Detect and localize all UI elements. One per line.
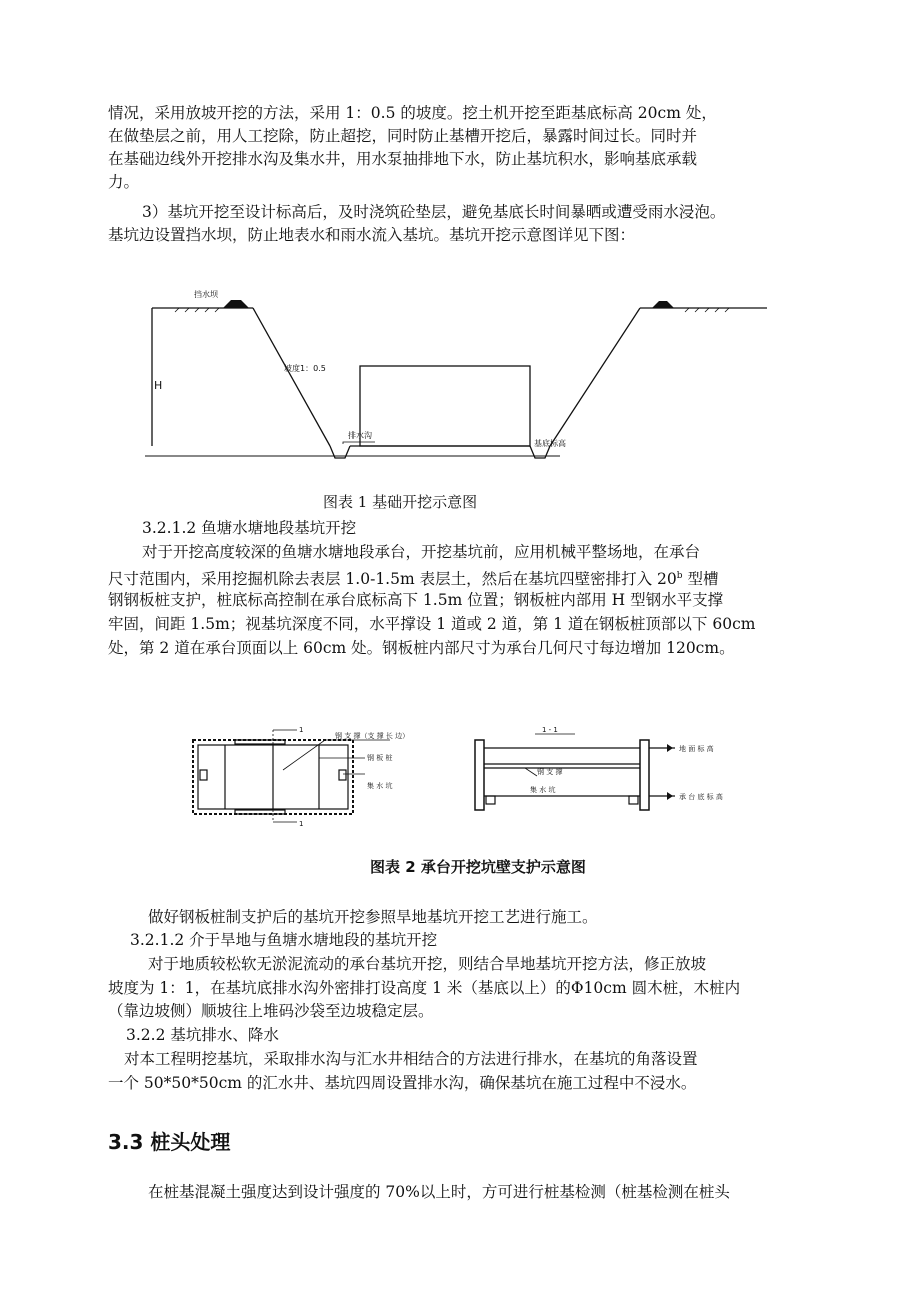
figure1-excavation-diagram <box>145 284 785 474</box>
capbase-level-icon <box>667 792 673 800</box>
plan-top-plate <box>235 740 285 744</box>
support-label: 钢 支 撑（支 撑 长 边） <box>335 732 410 740</box>
dam-left-icon <box>223 300 249 308</box>
ground-level-icon <box>667 744 673 752</box>
h-label: H <box>154 379 163 392</box>
para1-line1: 情况，采用放坡开挖的方法，采用 1：0.5 的坡度。挖土机开挖至距基底标高 20cm 处， <box>108 104 717 122</box>
section-3212a-line2: 尺寸范围内，采用挖掘机除去表层 1.0-1.5m 表层土，然后在基坑四壁密排打入 20$^b$ 型槽 <box>108 570 719 589</box>
para3-line1: 做好钢板桩制支护后的基坑开挖参照旱地基坑开挖工艺进行施工。 <box>148 908 598 926</box>
section-3212a-line4: 牢固，间距 1.5m；视基坑深度不同，水平撑设 1 道或 2 道，第 1 道在钢板桩顶部以下 60cm <box>108 615 756 633</box>
plan-bottom-plate <box>235 810 285 814</box>
slope-right <box>550 308 640 446</box>
ditch-label: 排水沟 <box>348 431 372 440</box>
slope-left <box>253 308 330 446</box>
ground-level-label: 地 面 标 高 <box>679 745 714 753</box>
support2-label: 钢 支 撑 <box>537 768 563 776</box>
section-title-label: 1 - 1 <box>542 726 558 734</box>
section-sump-right <box>629 796 638 804</box>
section-sump-left <box>486 796 495 804</box>
sheet-pile-label: 钢 板 桩 <box>367 754 393 762</box>
section-3212a-line3: 钢钢板桩支护，桩底标高控制在承台底标高下 1.5m 位置；钢板桩内部用 H 型钢水平支撑 <box>108 591 724 609</box>
figure2-support-diagram <box>185 726 775 831</box>
dam-label: 挡水坝 <box>194 290 218 299</box>
para1-line4: 力。 <box>108 173 140 191</box>
base-level-label: 基底标高 <box>534 439 566 448</box>
cut-bottom-label: 1 <box>299 820 304 828</box>
section-33-heading: 3.3 桩头处理 <box>108 1130 231 1154</box>
section-pile-right <box>640 740 649 810</box>
para1-line2: 在做垫层之前，用人工挖除，防止超挖，同时防止基槽开挖后，暴露时间过长。同时并 <box>108 127 698 145</box>
section-3212a-line1: 对于开挖高度较深的鱼塘水塘地段承台，开挖基坑前，应用机械平整场地，在承台 <box>142 543 701 561</box>
plan-sump-left <box>200 770 207 780</box>
section-3212b-line3: （靠边坡侧）顺坡往上堆码沙袋至边坡稳定层。 <box>108 1002 434 1020</box>
para1-line3: 在基础边线外开挖排水沟及集水井，用水泵抽排地下水，防止基坑积水，影响基底承载 <box>108 150 698 168</box>
plan-sump-right <box>339 770 346 780</box>
section-322-line2: 一个 50*50*50cm 的汇水井、基坑四周设置排水沟，确保基坑在施工过程中不浸水。 <box>108 1074 697 1092</box>
section-322-title: 3.2.2 基坑排水、降水 <box>126 1026 279 1044</box>
para2-line2: 基坑边设置挡水坝，防止地表水和雨水流入基坑。基坑开挖示意图详见下图： <box>108 226 636 244</box>
sump2-label: 集 水 坑 <box>530 786 556 794</box>
section-3212b-title: 3.2.1.2 介于旱地与鱼塘水塘地段的基坑开挖 <box>130 931 438 949</box>
capbase-level-label: 承 台 底 标 高 <box>679 793 723 801</box>
figure1-caption: 图表 1 基础开挖示意图 <box>323 493 478 511</box>
figure2-caption: 图表 2 承台开挖坑壁支护示意图 <box>370 858 586 876</box>
section-3212a-line5: 处，第 2 道在承台顶面以上 60cm 处。钢板桩内部尺寸为承台几何尺寸每边增加 120cm。 <box>108 639 735 657</box>
section-33-line1: 在桩基混凝土强度达到设计强度的 70%以上时，方可进行桩基检测（桩基检测在桩头 <box>148 1183 730 1201</box>
pile-cap <box>360 366 530 446</box>
section-pile-left <box>475 740 484 810</box>
section-3212a-title: 3.2.1.2 鱼塘水塘地段基坑开挖 <box>142 519 357 537</box>
dam-right-icon <box>652 301 674 308</box>
section-322-line1: 对本工程明挖基坑，采取排水沟与汇水井相结合的方法进行排水，在基坑的角落设置 <box>124 1050 698 1068</box>
sump-label: 集 水 坑 <box>367 782 393 790</box>
section-3212b-line1: 对于地质较松软无淤泥流动的承台基坑开挖，则结合旱地基坑开挖方法，修正放坡 <box>148 955 707 973</box>
cut-top-label: 1 <box>299 726 304 734</box>
section-3212b-line2: 坡度为 1：1，在基坑底排水沟外密排打设高度 1 米（基底以上）的Φ10cm 圆木桩，木桩内 <box>108 979 741 997</box>
para2-line1: 3）基坑开挖至设计标高后，及时浇筑砼垫层，避免基底长时间暴晒或遭受雨水浸泡。 <box>142 203 726 221</box>
slope-label: 坡度1：0.5 <box>284 364 326 373</box>
